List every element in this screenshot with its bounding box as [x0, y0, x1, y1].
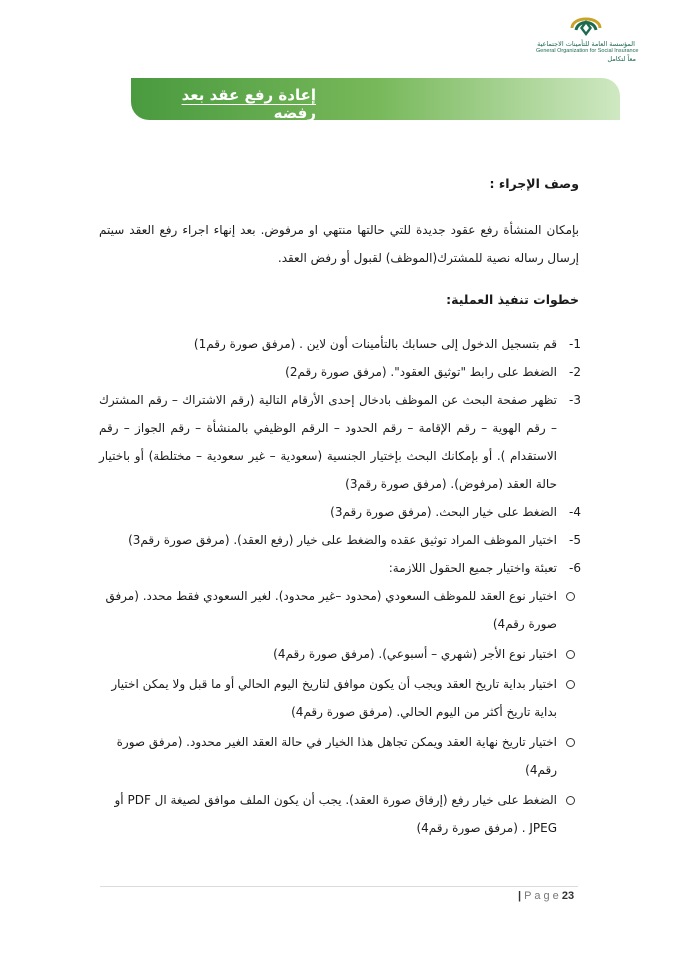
- circle-bullet-icon: [566, 680, 575, 689]
- substep-text: اختيار تاريخ نهاية العقد ويمكن تجاهل هذا الخيار في حالة العقد الغير محدود. (مرفق صورة رقم4): [116, 735, 557, 777]
- step-text: تظهر صفحة البحث عن الموظف بادخال إحدى الأرقام التالية (رقم الاشتراك – رقم المشترك – رقم الهوية – رقم الإقامة – رقم الحدود – الرقم الوظيفي بالمنشأة – رقم الجواز – رقم الاستقدام ). أو بإمكانك البحث بإختيار الجنسية (سعودية – غير سعودية – مختلطة) أو باختيار حالة العقد (مرفوض). (مرفق صورة رقم3): [99, 393, 557, 491]
- substep-text: اختيار بداية تاريخ العقد ويجب أن يكون موافق لتاريخ اليوم الحالي أو ما قبل ولا يمكن اختيار بداية تاريخ أكثر من اليوم الحالي. (مرفق صورة رقم4): [111, 677, 557, 719]
- footer-divider: [100, 886, 578, 887]
- steps-list: [99, 330, 579, 582]
- steps-heading: خطوات تنفيذ العملية:: [446, 292, 579, 307]
- logo-arabic-name: المؤسسة العامة للتأمينات الاجتماعية: [537, 40, 635, 48]
- step-number: 1-: [569, 337, 581, 351]
- step-number: 6-: [569, 561, 581, 575]
- step-number: 3-: [569, 393, 581, 407]
- step-item: [99, 526, 579, 554]
- page-footer: [518, 890, 574, 902]
- footer-separator: |: [518, 890, 522, 902]
- step-item: [99, 386, 579, 498]
- document-body: [99, 170, 579, 844]
- substep-text: الضغط على خيار رفع (إرفاق صورة العقد). يجب أن يكون الملف موافق لصيغة ال PDF أو JPEG . (مرفق صورة رقم4): [114, 793, 557, 835]
- step-number: 2-: [569, 365, 581, 379]
- circle-bullet-icon: [566, 738, 575, 747]
- substep-text: اختيار نوع الأجر (شهري – أسبوعي). (مرفق صورة رقم4): [273, 647, 557, 661]
- logo-english-name: General Organization for Social Insurance: [536, 48, 639, 54]
- gosi-emblem-icon: [566, 10, 606, 40]
- substep-text: اختيار نوع العقد للموظف السعودي (محدود –غير محدود). لغير السعودي فقط محدد. (مرفق صورة رقم4): [105, 589, 557, 631]
- step-text: الضغط على رابط "توثيق العقود". (مرفق صورة رقم2): [285, 365, 557, 379]
- circle-bullet-icon: [566, 796, 575, 805]
- substep-item: [99, 640, 579, 668]
- page-title: إعادة رفع عقد بعد رفضه: [181, 86, 316, 122]
- step-item: [99, 498, 579, 526]
- step-item: [99, 330, 579, 358]
- step-text: تعبئة واختيار جميع الحقول اللازمة:: [388, 561, 557, 575]
- description-heading: وصف الإجراء :: [489, 176, 579, 191]
- step-item: [99, 554, 579, 582]
- step-number: 5-: [569, 533, 581, 547]
- circle-bullet-icon: [566, 650, 575, 659]
- substep-item: [99, 728, 579, 784]
- logo-tagline: معاً لتكامل: [607, 55, 636, 63]
- substep-item: [99, 786, 579, 842]
- description-text: بإمكان المنشأة رفع عقود جديدة للتي حالتها منتهي او مرفوض. بعد إنهاء اجراء رفع العقد سيتم إرسال رساله نصية للمشترك(الموظف) لقبول أو رفض العقد.: [99, 223, 579, 265]
- page-label: P a g e: [524, 890, 559, 902]
- step-number: 4-: [569, 505, 581, 519]
- gosi-logo: [536, 10, 639, 72]
- step-text: الضغط على خيار البحث. (مرفق صورة رقم3): [330, 505, 557, 519]
- substeps-list: [99, 582, 579, 842]
- step-item: [99, 358, 579, 386]
- circle-bullet-icon: [566, 592, 575, 601]
- substep-item: [99, 670, 579, 726]
- substep-item: [99, 582, 579, 638]
- step-text: قم بتسجيل الدخول إلى حسابك بالتأمينات أون لاين . (مرفق صورة رقم1): [193, 337, 557, 351]
- step-text: اختيار الموظف المراد توثيق عقده والضغط على خيار (رفع العقد). (مرفق صورة رقم3): [128, 533, 557, 547]
- page-number: 23: [561, 890, 575, 902]
